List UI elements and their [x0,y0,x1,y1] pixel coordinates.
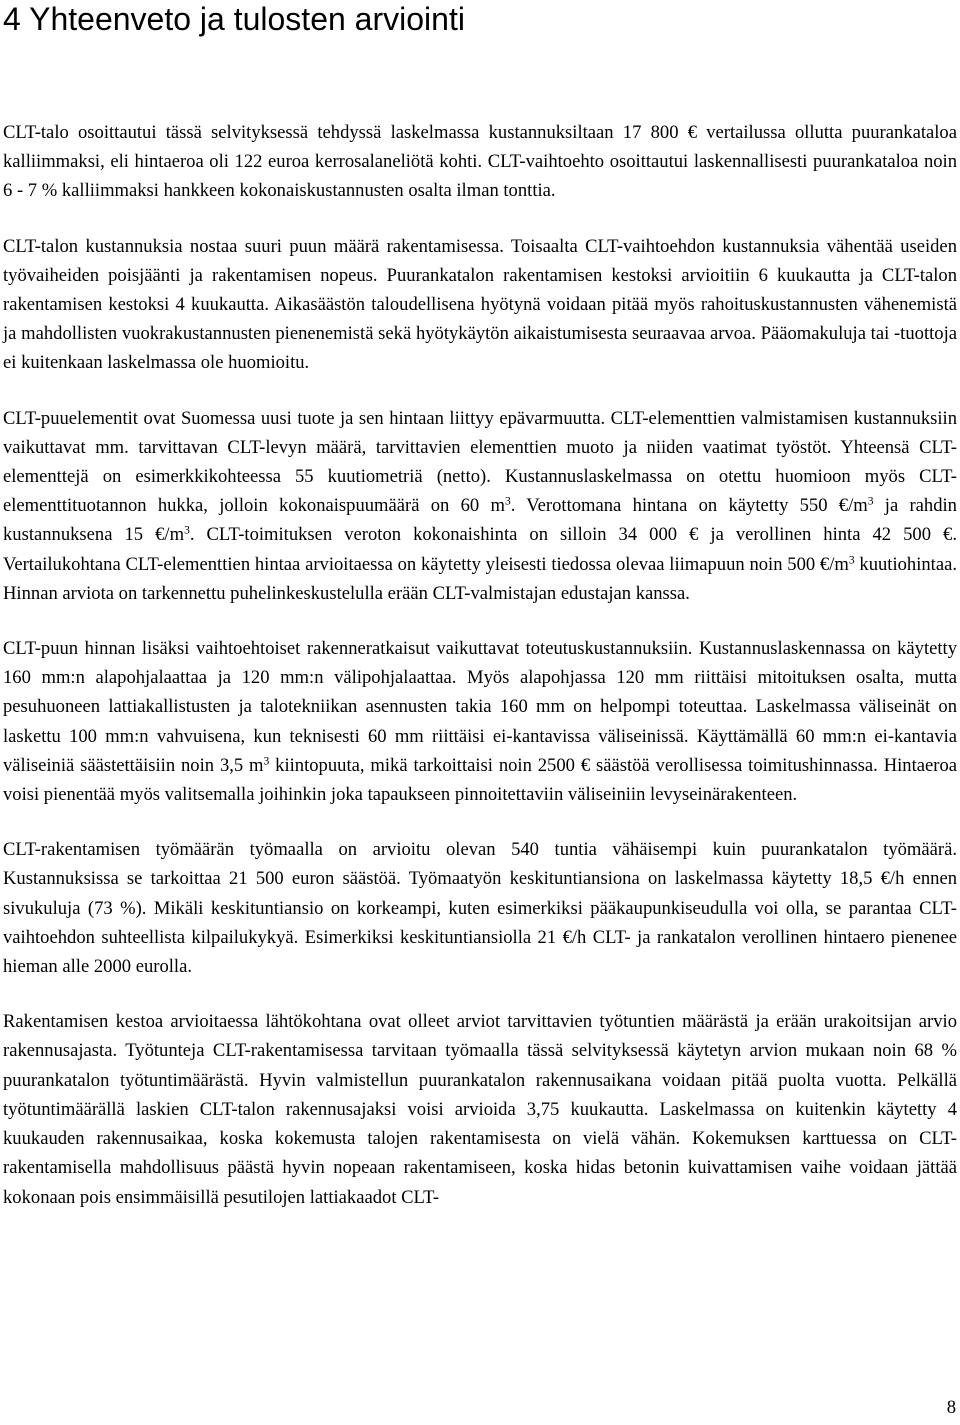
section-heading: 4 Yhteenveto ja tulosten arviointi [3,1,465,37]
page-number: 8 [946,1397,956,1418]
superscript: 3 [848,554,855,567]
superscript: 3 [263,755,270,768]
paragraph [3,232,957,378]
paragraph [3,118,957,206]
text-run: Rakentamisen kestoa arvioitaessa lähtökohtana ovat olleet arviot tarvittavien työtuntien määrästä ja erään urakoitsijan arvio rakennusajasta. Työtunteja CLT-rakentamisessa tarvitaan työmaalla tässä selvityksessä käytetyn arvion mukaan noin 68 % puurankatalon työtuntimäärästä. Hyvin valmistellun puurankatalon rakennusaikana voidaan pitää puolta vuotta. Pelkällä työtuntimäärällä laskien CLT-talon rakennusajaksi voisi arvioida 3,75 kuukautta. Laskelmassa on kuitenkin käytetty 4 kuukauden rakennusaikaa, koska kokemusta talojen rakentamisesta on vielä vähän. Kokemuksen karttuessa on CLT-rakentamisella mahdollisuus päästä hyvin nopeaan rakentamiseen, koska hidas betonin kuivattamisen vaihe voidaan jättää kokonaan pois ensimmäisillä pesutilojen lattiakaadot CLT- [3,1011,957,1208]
document-body [3,118,957,1212]
paragraph [3,1007,957,1211]
text-run: ja rahdin kustannuksena 15 €/m [3,495,957,546]
text-run: . Verottomana hintana on käytetty 550 €/m [510,495,868,517]
text-run: kiintopuuta, mikä tarkoittaisi noin 2500 € säästöä verollisessa toimitushinnassa. Hintaeroa voisi pienentää myös valitsemalla joihinkin joka tapaukseen pinnoitettaviin väliseiniin levyseinärakenteen. [3,754,957,806]
text-run: CLT-puuelementit ovat Suomessa uusi tuote ja sen hintaan liittyy epävarmuutta. CLT-elementtien valmistamisen kustannuksiin vaikuttavat mm. tarvittavan CLT-levyn määrä, tarvittavien elementtien muoto ja niiden vaatimat työstöt. Yhteensä CLT-elementtejä on esimerkkikohteessa 55 kuutiometriä (netto). Kustannuslaskelmassa on otettu huomioon myös CLT-elementtituotannon hukka, jolloin kokonaispuumäärä on 60 m [3,407,957,517]
text-run: CLT-rakentamisen työmäärän työmaalla on arvioitu olevan 540 tuntia vähäisempi kuin puurankatalon työmäärä. Kustannuksissa se tarkoittaa 21 500 euron säästöä. Työmaatyön keskituntiansiona on laskelmassa käytetty 18,5 €/h ennen sivukuluja (73 %). Mikäli keskituntiansio on korkeampi, kuten esimerkiksi pääkaupunkiseudulla voi olla, se parantaa CLT-vaihtoehdon suhteellista kilpailukykyä. Esimerkiksi keskituntiansiolla 21 €/h CLT- ja rankatalon verollinen hintaero pienenee hieman alle 2000 eurolla. [3,839,957,978]
superscript: 3 [184,525,190,538]
text-run: CLT-talo osoittautui tässä selvityksessä tehdyssä laskelmassa kustannuksiltaan 17 800 € vertailussa ollutta puurankataloa kalliimmaksi, eli hintaeroa oli 122 euroa kerrosalaneliötä kohti. CLT-vaihtoehto osoittautui laskennallisesti puurankataloa noin 6 - 7 % kalliimmaksi hankkeen kokonaiskustannusten osalta ilman tonttia. [3,122,957,202]
text-run: . CLT-toimituksen veroton kokonaishinta on silloin 34 000 € ja verollinen hinta 42 500 €. Vertailukohtana CLT-elementtien hintaa arvioitaessa on käytetty yleisesti tiedossa olevaa liimapuun noin 500 €/m [3,524,957,575]
superscript: 3 [504,495,511,508]
superscript: 3 [867,495,874,508]
paragraph [3,634,957,809]
text-run: kuutiohintaa. Hinnan arviota on tarkennettu puhelinkeskustelulla erään CLT-valmistajan edustajan kanssa. [3,553,957,604]
text-run: CLT-talon kustannuksia nostaa suuri puun määrä rakentamisessa. Toisaalta CLT-vaihtoehdon kustannuksia vähentää useiden työvaiheiden poisjäänti ja rakentamisen nopeus. Puurankatalon rakentamisen kestoksi arvioitiin 6 kuukautta ja CLT-talon rakentamisen kestoksi 4 kuukautta. Aikasäästön taloudellisena hyötynä voidaan pitää myös rahoituskustannusten vähenemistä ja mahdollisten vuokrakustannusten pienenemistä sekä hyötykäytön aikaistumisesta seuraavaa arvoa. Pääomakuluja tai -tuottoja ei kuitenkaan laskelmassa ole huomioitu. [3,235,957,374]
paragraph [3,835,957,981]
paragraph [3,404,957,608]
text-run: CLT-puun hinnan lisäksi vaihtoehtoiset rakenneratkaisut vaikuttavat toteutuskustannuksiin. Kustannuslaskennassa on käytetty 160 mm:n alapohjalaattaa ja 120 mm:n välipohjalaattaa. Myös alapohjassa 120 mm riittäisi mitoituksen osalta, mutta pesuhuoneen lattiakallistusten ja talotekniikan asennusten takia 160 mm on helpompi toteuttaa. Laskelmassa väliseinät on laskettu 100 mm:n vahvuisena, kun teknisesti 60 mm riittäisi ei-kantavissa väliseinissä. Käyttämällä 60 mm:n ei-kantavia väliseiniä säästettäisiin noin 3,5 m [3,638,957,776]
